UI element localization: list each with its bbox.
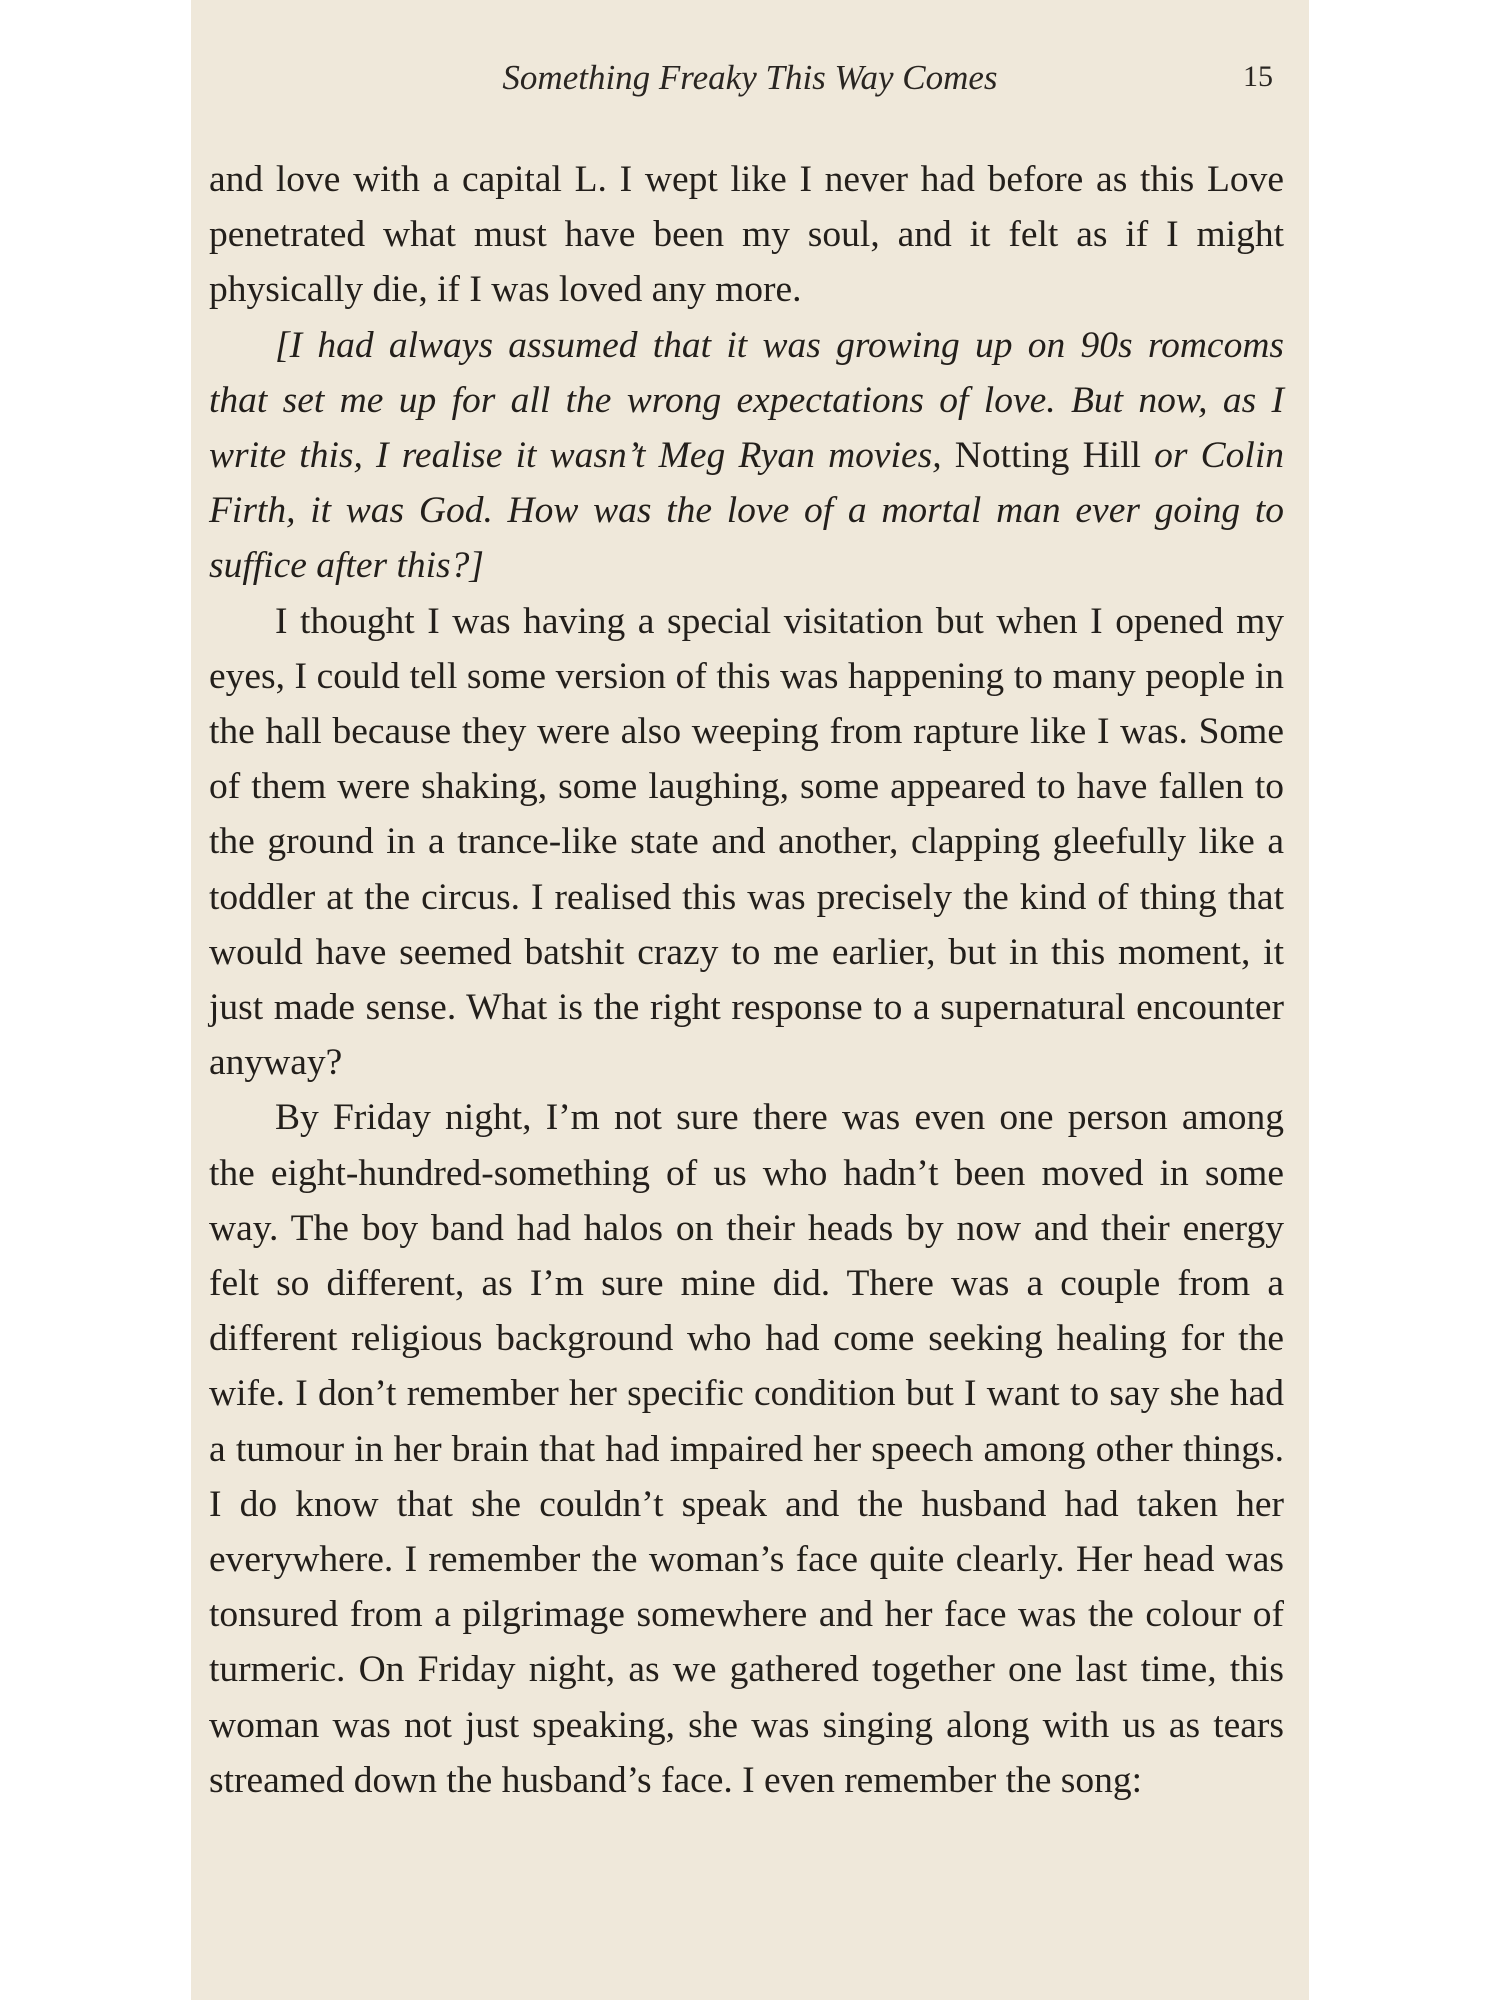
- paragraph-3: I thought I was having a special visitation but when I opened my eyes, I could tell some version of this was happening to many people in the hall because they were also weeping from rapture like I was. Some of them were shaking, some laughing, some appeared to have fallen to the ground in a trance-like state and another, clapping gleefully like a toddler at the circus. I realised this was precisely the kind of thing that would have seemed batshit crazy to me earlier, but in this moment, it just made sense. What is the right response to a supernatural encounter anyway?: [209, 600, 1284, 1084]
- paragraph-1: and love with a capital L. I wept like I never had before as this Love penetrated what must have been my soul, and it felt as if I might physically die, if I was loved any more.: [209, 159, 1284, 311]
- running-head: [191, 58, 1309, 102]
- aside-text-end: or Colin Firth, it was God. How was the love of a mortal man ever going to suffice after this?]: [209, 435, 1284, 587]
- paragraph-2-aside: [209, 318, 1284, 594]
- film-title: Notting Hill: [954, 435, 1141, 477]
- paragraph-4: By Friday night, I’m not sure there was even one person among the eight-hundred-something of us who hadn’t been moved in some way. The boy band had halos on their heads by now and their energy felt so different, as I’m sure mine did. There was a couple from a different religious background who had come seeking healing for the wife. I don’t remember her specific condition but I want to say she had a tumour in her brain that had impaired her speech among other things. I do know that she couldn’t speak and the husband had taken her everywhere. I remember the woman’s face quite clearly. Her head was tonsured from a pilgrimage somewhere and her face was the colour of turmeric. On Friday night, as we gathered together one last time, this woman was not just speaking, she was singing along with us as tears streamed down the husband’s face. I even remember the song:: [209, 1097, 1284, 1801]
- page-number: 15: [1243, 60, 1273, 93]
- book-page: [191, 0, 1309, 2000]
- body-text: [209, 152, 1284, 1808]
- aside-text-start: [I had always assumed that it was growing up on 90s romcoms that set me up for all the wrong expectations of love. But now, as I write this, I realise it wasn’t Meg Ryan movies,: [209, 324, 1284, 477]
- chapter-title: Something Freaky This Way Comes: [502, 58, 998, 97]
